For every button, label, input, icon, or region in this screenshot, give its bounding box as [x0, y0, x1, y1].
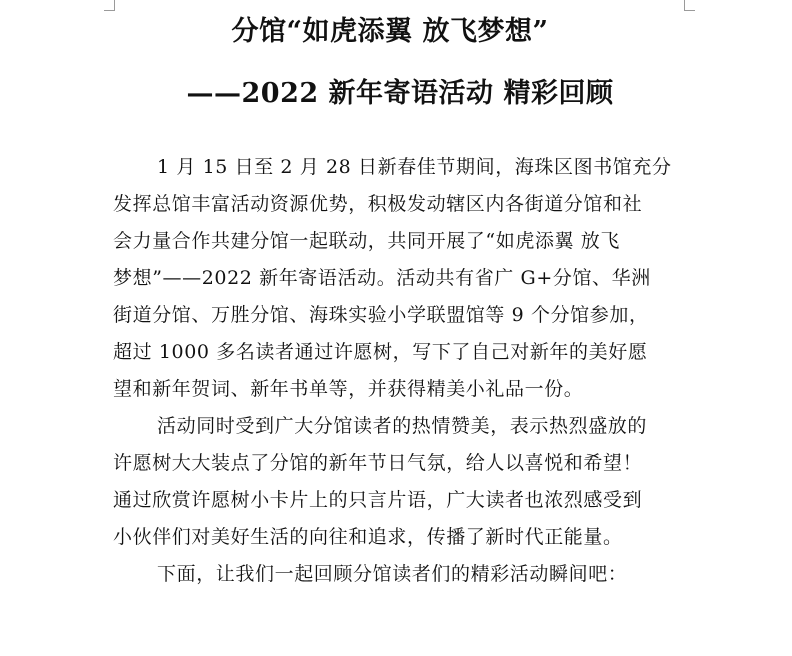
body-line: 小伙伴们对美好生活的向往和追求，传播了新时代正能量。: [113, 526, 623, 548]
right-margin-corner-mark: [684, 0, 695, 11]
body-line: 超过 1000 多名读者通过许愿树，写下了自己对新年的美好愿: [113, 341, 648, 363]
body-line: 活动同时受到广大分馆读者的热情赞美，表示热烈盛放的: [157, 415, 648, 437]
body-line: 街道分馆、万胜分馆、海珠实验小学联盟馆等 9 个分馆参加，: [113, 304, 649, 326]
body-line: 通过欣赏许愿树小卡片上的只言片语，广大读者也浓烈感受到: [113, 489, 643, 511]
body-line: 梦想”——2022 新年寄语活动。活动共有省广 G+分馆、华洲: [113, 267, 651, 289]
body-line: 下面，让我们一起回顾分馆读者们的精彩活动瞬间吧：: [157, 563, 628, 585]
document-body: [113, 149, 693, 593]
body-line: 1 月 15 日至 2 月 28 日新春佳节期间，海珠区图书馆充分: [157, 156, 672, 178]
document-title-line-2: ——2022 新年寄语活动 精彩回顾: [186, 78, 614, 109]
body-line: 发挥总馆丰富活动资源优势，积极发动辖区内各街道分馆和社: [113, 193, 643, 215]
body-line: 许愿树大大装点了分馆的新年节日气氛，给人以喜悦和希望！: [113, 452, 643, 474]
document-title-line-1: 分馆“如虎添翼 放飞梦想”: [231, 16, 549, 47]
left-margin-corner-mark: [104, 0, 115, 11]
body-line: 会力量合作共建分馆一起联动，共同开展了“如虎添翼 放飞: [113, 230, 620, 252]
body-line: 望和新年贺词、新年书单等，并获得精美小礼品一份。: [113, 378, 584, 400]
